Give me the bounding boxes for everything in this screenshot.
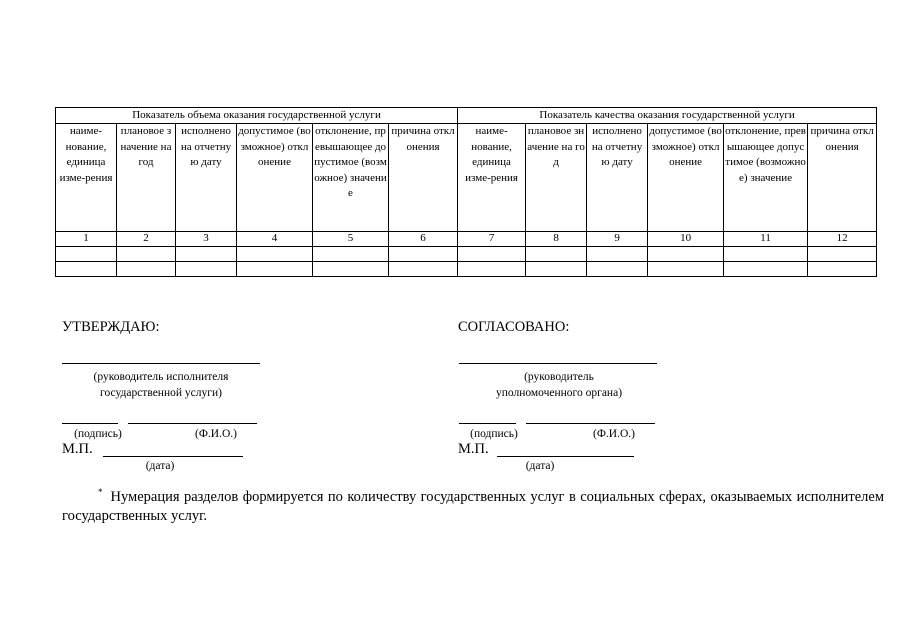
group-header-quality: Показатель качества оказания государственной услуги: [458, 108, 877, 124]
column-header: плановое значение на год: [526, 124, 587, 232]
agree-date-caption: (дата): [525, 460, 555, 472]
agree-date-line: [497, 456, 634, 457]
table-cell: [526, 262, 587, 277]
table-cell: [117, 262, 176, 277]
footnote: [62, 488, 884, 526]
agree-signature-caption: (подпись): [470, 428, 518, 440]
approve-name-line: [128, 423, 257, 424]
column-number: 2: [117, 232, 176, 247]
table-cell: [176, 262, 237, 277]
approve-title: УТВЕРЖДАЮ:: [62, 319, 160, 335]
column-header: допустимое (возможное) отклонение: [648, 124, 724, 232]
table-cell: [808, 262, 877, 277]
column-number: 12: [808, 232, 877, 247]
table-cell: [56, 247, 117, 262]
approve-date-caption: (дата): [145, 460, 175, 472]
table-cell: [176, 247, 237, 262]
agree-name-caption: (Ф.И.О.): [593, 428, 635, 440]
approve-role-caption: (руководитель исполнителя государственной услуги): [93, 371, 229, 399]
column-header: плановое значение на год: [117, 124, 176, 232]
column-header-row: [56, 124, 877, 232]
column-header: причина отклонения: [808, 124, 877, 232]
table-cell: [526, 247, 587, 262]
approve-date-line: [103, 456, 243, 457]
table-cell: [808, 247, 877, 262]
column-header: исполнено на отчетную дату: [587, 124, 648, 232]
table-cell: [648, 262, 724, 277]
column-header: отклонение, превышающее допустимое (возможное) значение: [313, 124, 389, 232]
agree-stamp: М.П.: [458, 441, 489, 457]
column-header: причина отклонения: [389, 124, 458, 232]
column-number-row: [56, 232, 877, 247]
table-cell: [389, 262, 458, 277]
report-table: [55, 107, 877, 277]
table-cell: [389, 247, 458, 262]
column-header: наиме-нование, единица изме-рения: [56, 124, 117, 232]
table-cell: [458, 262, 526, 277]
column-number: 5: [313, 232, 389, 247]
column-header: наиме-нование, единица изме-рения: [458, 124, 526, 232]
column-number: 11: [724, 232, 808, 247]
table-cell: [237, 262, 313, 277]
table-row: [56, 262, 877, 277]
table-cell: [587, 247, 648, 262]
column-header: исполнено на отчетную дату: [176, 124, 237, 232]
column-number: 8: [526, 232, 587, 247]
agree-signature-line: [459, 423, 516, 424]
table-cell: [237, 247, 313, 262]
approve-stamp: М.П.: [62, 441, 93, 457]
agree-title: СОГЛАСОВАНО:: [458, 319, 570, 335]
approve-signature-line: [62, 423, 118, 424]
column-number: 6: [389, 232, 458, 247]
agree-name-line: [526, 423, 655, 424]
column-number: 7: [458, 232, 526, 247]
column-header: отклонение, превышающее допустимое (возможное) значение: [724, 124, 808, 232]
agree-role-line: [459, 363, 657, 364]
table-cell: [117, 247, 176, 262]
column-number: 10: [648, 232, 724, 247]
table-cell: [724, 247, 808, 262]
group-header-volume: Показатель объема оказания государственной услуги: [56, 108, 458, 124]
table-cell: [313, 262, 389, 277]
table-cell: [724, 262, 808, 277]
approve-role-line: [62, 363, 260, 364]
group-header-row: [56, 108, 877, 124]
approve-signature-caption: (подпись): [74, 428, 122, 440]
agree-role-caption: (руководитель уполномоченного органа): [495, 371, 623, 399]
column-number: 4: [237, 232, 313, 247]
column-number: 1: [56, 232, 117, 247]
table-row: [56, 247, 877, 262]
column-number: 3: [176, 232, 237, 247]
column-header: допустимое (возможное) отклонение: [237, 124, 313, 232]
footnote-mark: *: [98, 487, 103, 498]
approve-name-caption: (Ф.И.О.): [195, 428, 237, 440]
column-number: 9: [587, 232, 648, 247]
table-cell: [587, 262, 648, 277]
table-cell: [458, 247, 526, 262]
footnote-text: Нумерация разделов формируется по количеству государственных услуг в социальных сферах, оказываемых исполнителем государственных услуг.: [62, 489, 884, 524]
table-cell: [313, 247, 389, 262]
table-cell: [56, 262, 117, 277]
table-cell: [648, 247, 724, 262]
